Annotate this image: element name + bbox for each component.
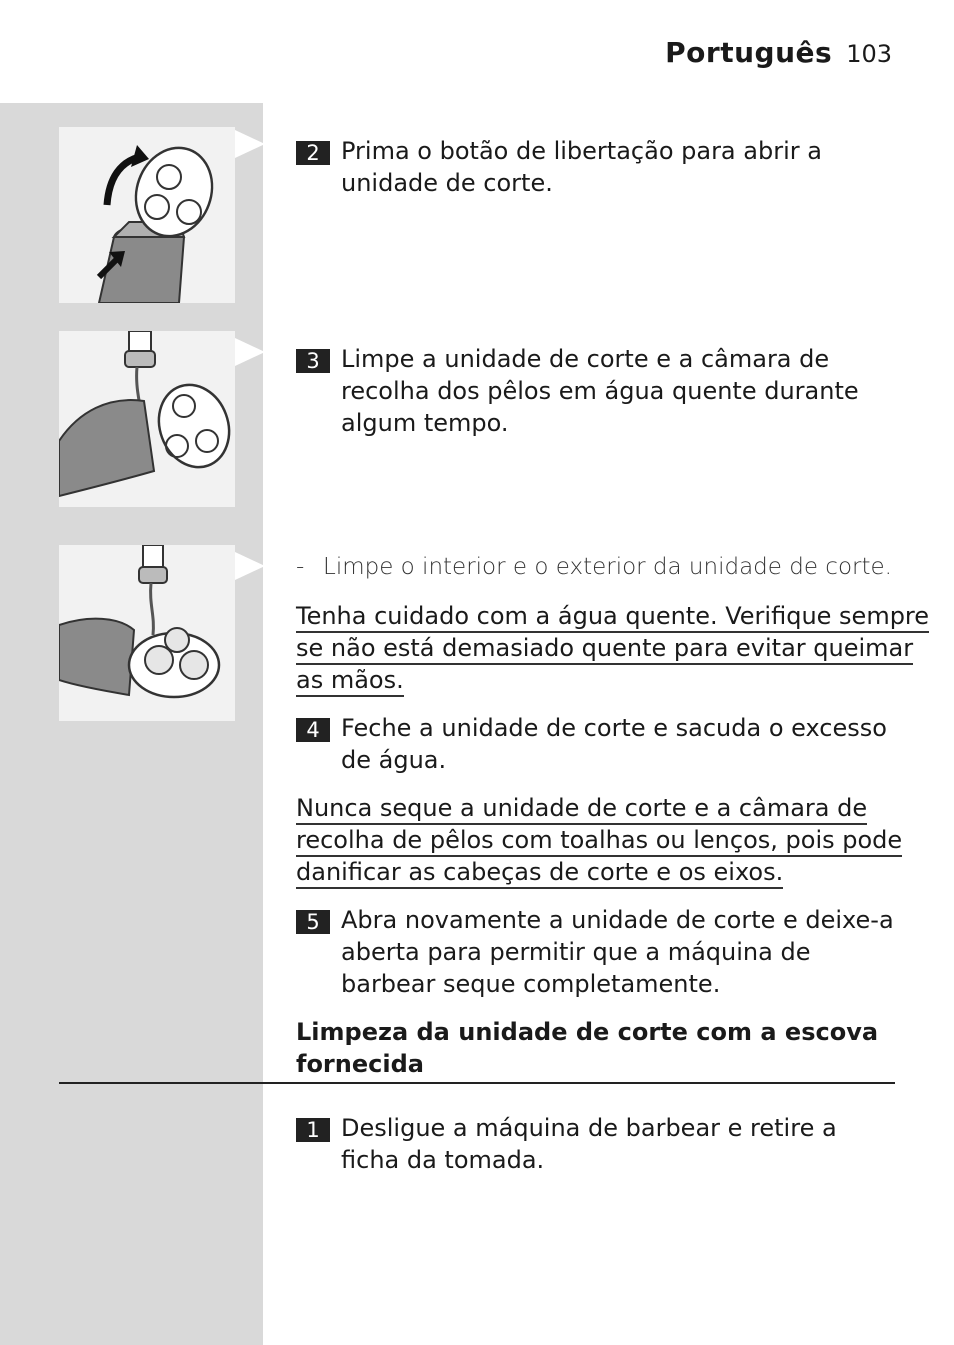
- step-3: [296, 343, 896, 439]
- shaver-rinse-tap-illustration: [59, 331, 235, 507]
- step-number-badge: 3: [296, 349, 330, 373]
- step-1: [296, 1112, 896, 1176]
- step-number-badge: 1: [296, 1118, 330, 1142]
- figure-pointer: [235, 130, 265, 158]
- step-number-badge: 2: [296, 141, 330, 165]
- bullet-text: Limpe o interior e o exterior da unidade de corte.: [323, 554, 892, 580]
- warning-line: recolha de pêlos com toalhas ou lenços, pois pode: [296, 826, 902, 857]
- page-header: [665, 36, 892, 69]
- warning-line: Nunca seque a unidade de corte e a câmara de: [296, 794, 867, 825]
- step-text: Limpe a unidade de corte e a câmara de recolha dos pêlos em água quente durante algum tempo.: [341, 345, 859, 437]
- warning-note: [296, 600, 930, 696]
- shaver-open-cutting-unit-illustration: [59, 127, 235, 303]
- step-number-badge: 5: [296, 910, 330, 934]
- language-title: Português: [665, 36, 833, 69]
- page-number: 103: [846, 40, 892, 68]
- section-subheading: Limpeza da unidade de corte com a escova fornecida: [296, 1018, 879, 1078]
- warning-line: danificar as cabeças de corte e os eixos.: [296, 858, 783, 889]
- warning-line: Tenha cuidado com a água quente. Verifique sempre: [296, 602, 929, 633]
- dash-marker: -: [296, 554, 305, 580]
- warning-line: se não está demasiado quente para evitar queimar: [296, 634, 913, 665]
- step-4: [296, 712, 896, 776]
- warning-note: [296, 792, 906, 888]
- step-text: Abra novamente a unidade de corte e deixe-a aberta para permitir que a máquina de barbear seque completamente.: [341, 906, 894, 998]
- figure-pointer: [235, 552, 265, 580]
- step-text: Feche a unidade de corte e sacuda o excesso de água.: [341, 714, 887, 774]
- section-divider: [59, 1082, 895, 1084]
- step-number-badge: 4: [296, 718, 330, 742]
- bullet-item: [296, 551, 906, 583]
- cutting-unit-rinse-illustration: [59, 545, 235, 721]
- step-2: [296, 135, 896, 199]
- step-text: Desligue a máquina de barbear e retire a ficha da tomada.: [341, 1114, 837, 1174]
- step-text: Prima o botão de libertação para abrir a unidade de corte.: [341, 137, 822, 197]
- warning-line: as mãos.: [296, 666, 404, 697]
- figure-pointer: [235, 338, 265, 366]
- step-5: [296, 904, 896, 1000]
